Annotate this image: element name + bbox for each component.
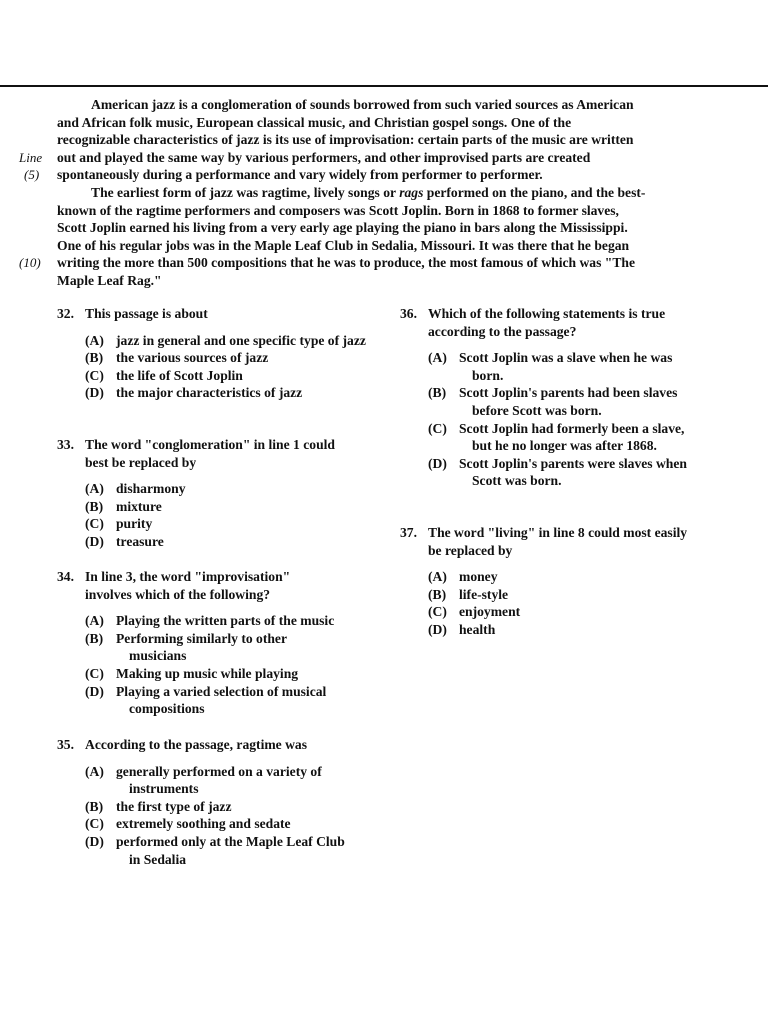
option-text: Scott Joplin's parents were slaves when Scott was born. bbox=[459, 455, 687, 489]
question-number: 35. bbox=[57, 737, 74, 752]
option-text: treasure bbox=[116, 533, 164, 549]
option-text: performed only at the Maple Leaf Club in Sedalia bbox=[116, 833, 345, 867]
answer-option[interactable] bbox=[85, 630, 357, 665]
answer-option[interactable] bbox=[428, 586, 700, 604]
question-32 bbox=[57, 305, 366, 402]
option-letter: (C) bbox=[85, 367, 104, 383]
option-text: jazz in general and one specific type of jazz bbox=[116, 332, 366, 348]
passage-line: One of his regular jobs was in the Maple Leaf Club in Sedalia, Missouri. It was there that he began bbox=[57, 237, 630, 253]
option-text: Playing the written parts of the music bbox=[116, 613, 335, 629]
option-letter: (D) bbox=[428, 455, 447, 471]
option-letter: (D) bbox=[85, 385, 104, 401]
option-letter: (C) bbox=[428, 604, 447, 620]
option-letter: (C) bbox=[85, 516, 104, 532]
line-number-10: (10) bbox=[19, 255, 41, 270]
question-stem: Which of the following statements is true according to the passage? bbox=[428, 306, 666, 339]
passage-line: known of the ragtime performers and composers was Scott Joplin. Born in 1868 to former slaves, bbox=[57, 202, 619, 218]
option-text: generally performed on a variety of instruments bbox=[116, 763, 322, 797]
passage-line: out and played the same way by various performers, and other improvised parts are created bbox=[57, 149, 591, 165]
option-letter: (A) bbox=[85, 481, 104, 497]
answer-option[interactable] bbox=[85, 533, 357, 551]
option-letter: (B) bbox=[85, 350, 104, 366]
answer-option[interactable] bbox=[85, 833, 357, 868]
question-stem: This passage is about bbox=[85, 306, 208, 321]
answer-option[interactable] bbox=[85, 612, 357, 630]
passage-text: performed on the piano, and the best- bbox=[426, 184, 646, 200]
answer-option[interactable] bbox=[85, 763, 357, 798]
answer-option[interactable] bbox=[428, 568, 700, 586]
option-text: health bbox=[459, 621, 496, 637]
option-letter: (B) bbox=[428, 586, 447, 602]
answer-option[interactable] bbox=[85, 665, 357, 683]
answer-option[interactable] bbox=[85, 384, 357, 402]
passage-line: recognizable characteristics of jazz is its use of improvisation: certain parts of the music are written bbox=[57, 132, 634, 148]
answer-option[interactable] bbox=[428, 384, 700, 419]
reading-passage bbox=[57, 96, 707, 290]
option-text: the major characteristics of jazz bbox=[116, 385, 303, 401]
answer-option[interactable] bbox=[85, 349, 357, 367]
passage-line: and African folk music, European classical music, and Christian gospel songs. One of the bbox=[57, 114, 572, 130]
question-stem: The word "living" in line 8 could most easily be replaced by bbox=[428, 525, 688, 558]
passage-line: Maple Leaf Rag." bbox=[57, 272, 162, 288]
answer-option[interactable] bbox=[428, 455, 700, 490]
option-text: Playing a varied selection of musical compositions bbox=[116, 683, 327, 717]
question-stem: According to the passage, ragtime was bbox=[85, 737, 308, 752]
option-text: the life of Scott Joplin bbox=[116, 367, 243, 383]
option-letter: (C) bbox=[428, 420, 447, 436]
option-text: Scott Joplin's parents had been slaves before Scott was born. bbox=[459, 385, 678, 418]
option-letter: (D) bbox=[85, 683, 104, 699]
question-36 bbox=[400, 305, 700, 490]
answer-option[interactable] bbox=[85, 367, 357, 385]
question-stem: The word "conglomeration" in line 1 could best be replaced by bbox=[85, 437, 335, 470]
option-letter: (A) bbox=[85, 763, 104, 779]
option-letter: (A) bbox=[85, 332, 104, 348]
option-letter: (C) bbox=[85, 665, 104, 681]
answer-option[interactable] bbox=[85, 498, 357, 516]
passage-line: American jazz is a conglomeration of sounds borrowed from such varied sources as American bbox=[91, 97, 634, 112]
line-margin-label: Line bbox=[19, 150, 43, 165]
answer-option[interactable] bbox=[428, 603, 700, 621]
answer-option[interactable] bbox=[85, 815, 357, 833]
question-35 bbox=[57, 736, 357, 868]
answer-option[interactable] bbox=[428, 420, 700, 455]
option-text: purity bbox=[116, 516, 153, 532]
option-text: the first type of jazz bbox=[116, 798, 232, 814]
passage-line: writing the more than 500 compositions that he was to produce, the most famous of which was "The bbox=[57, 255, 635, 271]
answer-option[interactable] bbox=[85, 332, 366, 350]
option-text: Scott Joplin was a slave when he was born. bbox=[459, 350, 673, 383]
question-33 bbox=[57, 436, 357, 551]
passage-text: The earliest form of jazz was ragtime, lively songs or bbox=[91, 184, 396, 200]
answer-option[interactable] bbox=[428, 349, 700, 384]
option-letter: (C) bbox=[85, 816, 104, 832]
option-text: Performing similarly to other musicians bbox=[116, 630, 287, 664]
italic-word: rags bbox=[399, 184, 424, 200]
passage-line: Scott Joplin earned his living from a very early age playing the piano in bars along the Mississippi. bbox=[57, 220, 628, 236]
answer-option[interactable] bbox=[85, 683, 357, 718]
option-letter: (D) bbox=[85, 833, 104, 849]
option-text: life-style bbox=[459, 586, 509, 602]
option-letter: (B) bbox=[85, 798, 104, 814]
option-text: money bbox=[459, 569, 498, 585]
question-number: 32. bbox=[57, 306, 74, 321]
passage-line bbox=[57, 184, 707, 202]
passage-line: spontaneously during a performance and vary widely from performer to performer. bbox=[57, 167, 543, 183]
option-letter: (D) bbox=[85, 533, 104, 549]
question-37 bbox=[400, 524, 700, 639]
line-number-5: (5) bbox=[24, 167, 40, 182]
option-letter: (B) bbox=[428, 385, 447, 401]
option-text: extremely soothing and sedate bbox=[116, 816, 291, 832]
question-stem: In line 3, the word "improvisation" involves which of the following? bbox=[85, 569, 291, 602]
option-letter: (A) bbox=[428, 569, 447, 585]
option-text: disharmony bbox=[116, 481, 186, 497]
option-text: the various sources of jazz bbox=[116, 350, 269, 366]
option-letter: (D) bbox=[428, 621, 447, 637]
option-letter: (A) bbox=[428, 350, 447, 366]
option-letter: (B) bbox=[85, 498, 104, 514]
question-number: 33. bbox=[57, 437, 74, 452]
answer-option[interactable] bbox=[85, 515, 357, 533]
answer-option[interactable] bbox=[85, 480, 357, 498]
option-text: Making up music while playing bbox=[116, 665, 299, 681]
answer-option[interactable] bbox=[428, 621, 700, 639]
question-34 bbox=[57, 568, 357, 718]
option-letter: (A) bbox=[85, 613, 104, 629]
option-letter: (B) bbox=[85, 630, 104, 646]
option-text: Scott Joplin had formerly been a slave, but he no longer was after 1868. bbox=[459, 420, 685, 454]
top-rule bbox=[0, 85, 768, 87]
question-number: 36. bbox=[400, 306, 417, 321]
question-number: 37. bbox=[400, 525, 417, 540]
option-text: enjoyment bbox=[459, 604, 521, 620]
option-text: mixture bbox=[116, 498, 162, 514]
question-number: 34. bbox=[57, 569, 74, 584]
answer-option[interactable] bbox=[85, 798, 357, 816]
